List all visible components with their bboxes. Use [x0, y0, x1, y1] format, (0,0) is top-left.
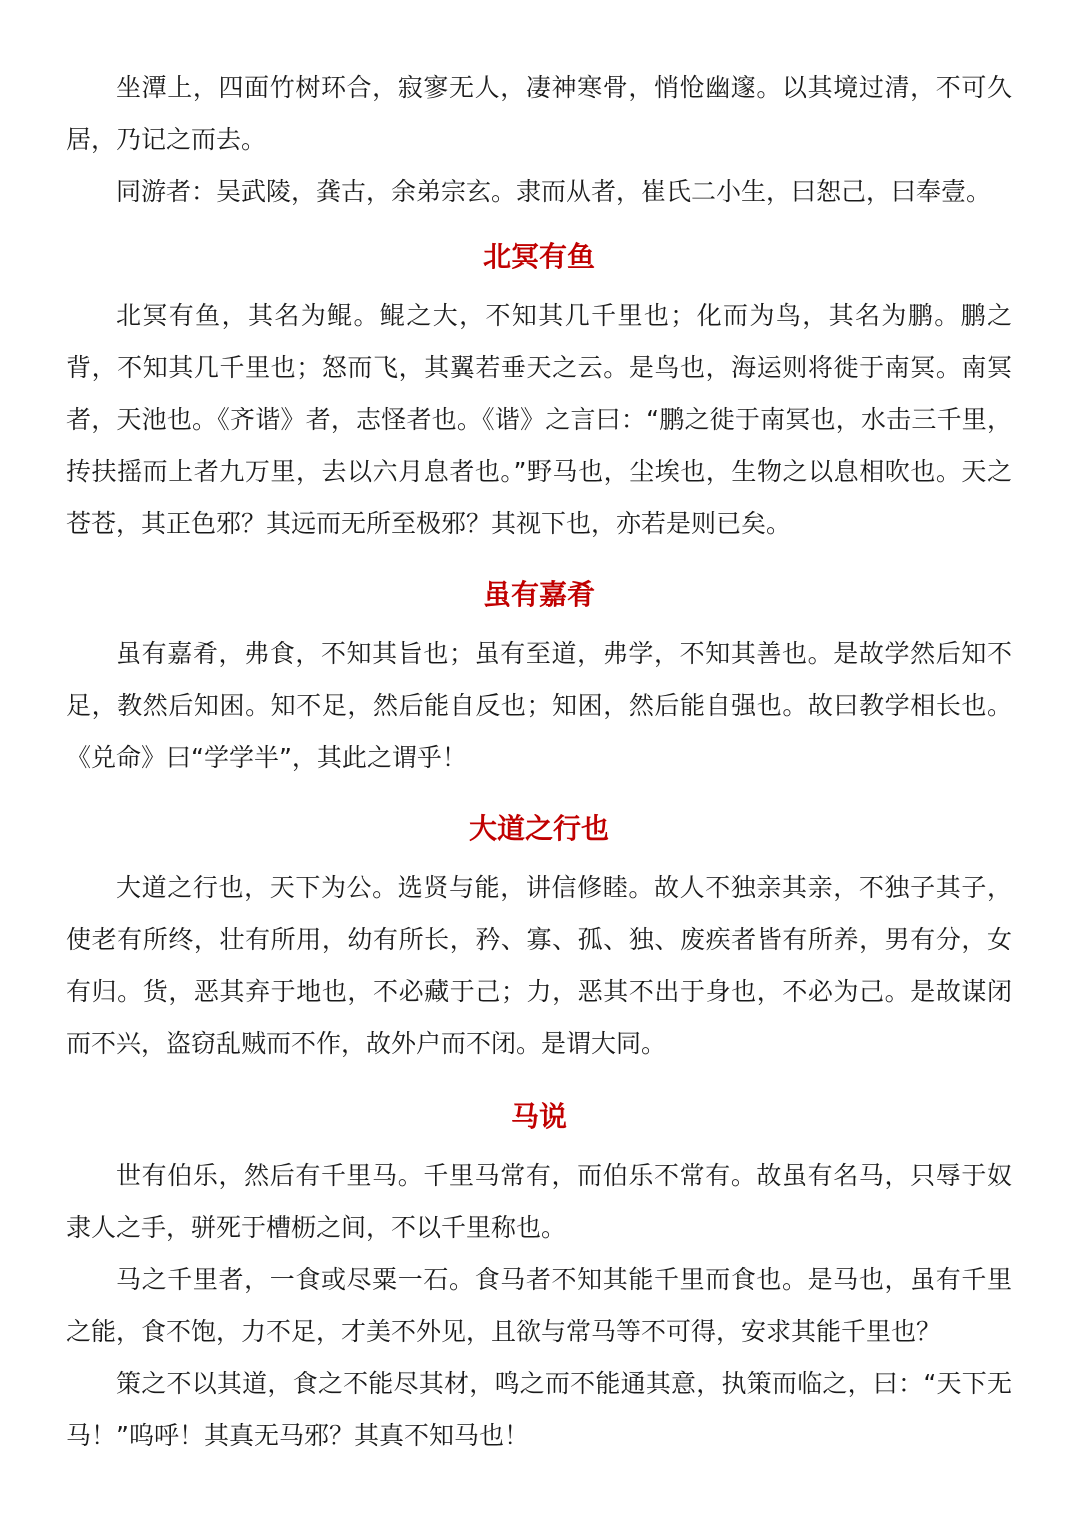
section-paragraph: 策之不以其道，食之不能尽其材，鸣之而不能通其意，执策而临之，曰：“天下无马！”呜呼！其真无马邪？其真不知马也！ [66, 1369, 1012, 1450]
document-page [66, 62, 1012, 1462]
section-title: 大道之行也 [468, 812, 609, 845]
section-beiming-youyu [66, 240, 1012, 550]
section-paragraph: 马之千里者，一食或尽粟一石。食马者不知其能千里而食也。是马也，虽有千里之能，食不饱，力不足，才美不外见，且欲与常马等不可得，安求其能千里也？ [66, 1265, 1012, 1346]
section-paragraph: 北冥有鱼，其名为鲲。鲲之大，不知其几千里也；化而为鸟，其名为鹏。鹏之背，不知其几千里也；怒而飞，其翼若垂天之云。是鸟也，海运则将徙于南冥。南冥者，天池也。《齐谐》者，志怪者也。《谐》之言曰：“鹏之徙于南冥也，水击三千里，抟扶摇而上者九万里，去以六月息者也。”野马也，尘埃也，生物之以息相吹也。天之苍苍，其正色邪？其远而无所至极邪？其视下也，亦若是则已矣。 [66, 301, 1012, 538]
section-suiyou-jiayao [66, 578, 1012, 784]
section-mashuo [66, 1100, 1012, 1462]
intro-paragraph-2: 同游者：吴武陵，龚古，余弟宗玄。隶而从者，崔氏二小生，曰恕己，曰奉壹。 [116, 177, 992, 206]
section-paragraph: 世有伯乐，然后有千里马。千里马常有，而伯乐不常有。故虽有名马，只辱于奴隶人之手，骈死于槽枥之间，不以千里称也。 [66, 1161, 1012, 1242]
section-title: 北冥有鱼 [482, 240, 595, 273]
section-title: 马说 [510, 1100, 567, 1133]
section-paragraph: 大道之行也，天下为公。选贤与能，讲信修睦。故人不独亲其亲，不独子其子，使老有所终，壮有所用，幼有所长，矜、寡、孤、独、废疾者皆有所养，男有分，女有归。货，恶其弃于地也，不必藏于己；力，恶其不出于身也，不必为己。是故谋闭而不兴，盗窃乱贼而不作，故外户而不闭。是谓大同。 [66, 873, 1012, 1058]
section-dadao-zhixing [66, 812, 1012, 1070]
section-paragraph: 虽有嘉肴，弗食，不知其旨也；虽有至道，弗学，不知其善也。是故学然后知不足，教然后知困。知不足，然后能自反也；知困，然后能自强也。故曰教学相长也。《兑命》曰“学学半”，其此之谓乎！ [66, 639, 1012, 772]
intro-paragraph-1: 坐潭上，四面竹树环合，寂寥无人，凄神寒骨，悄怆幽邃。以其境过清，不可久居，乃记之而去。 [66, 73, 1012, 154]
section-title: 虽有嘉肴 [482, 578, 595, 611]
